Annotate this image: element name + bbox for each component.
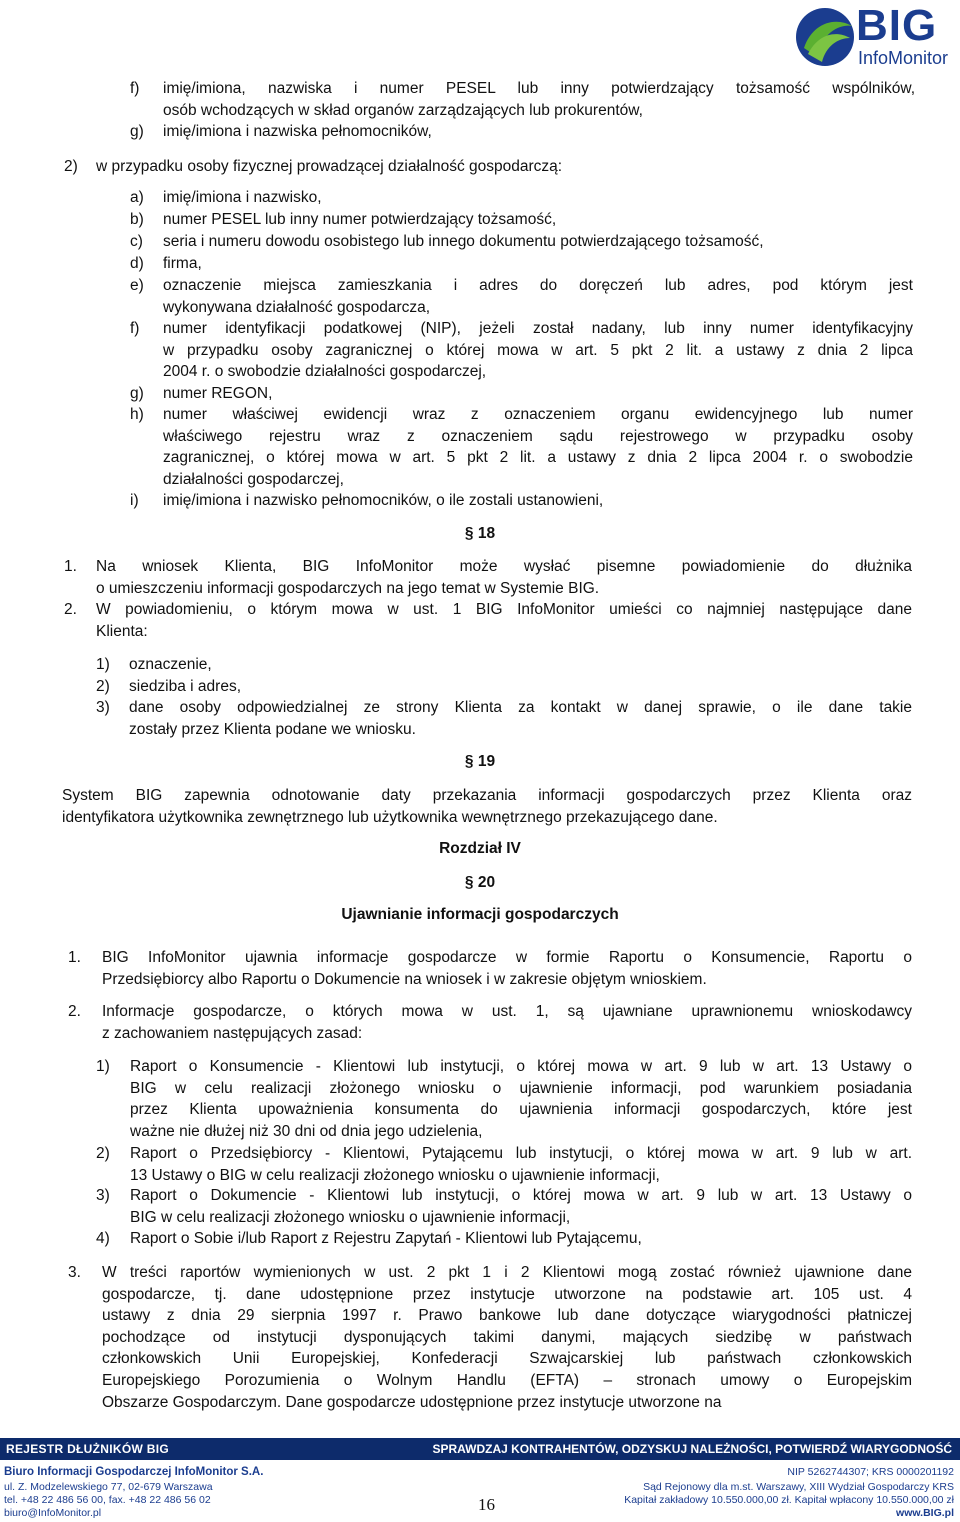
section-18-subitem-line: siedziba i adres, (129, 678, 242, 695)
section-20-subitem-label: 3) (96, 1187, 110, 1204)
top-list-item (163, 79, 915, 123)
top-list-item-line: imię/imiona i nazwiska pełnomocników, (163, 123, 432, 140)
item2-list-item-label: e) (130, 277, 144, 294)
big-infomonitor-logo (794, 1, 956, 70)
section-20-item-3-line: gospodarcze, tj. dane udostępnione przez instytucje utworzone na podstawie art. 105 ust. 4 (102, 1285, 912, 1303)
footer-company: Biuro Informacji Gospodarczej InfoMonitor S.A. (4, 1466, 264, 1478)
section-20-subitem-line: BIG w celu realizacji złożonego wniosku o ujawnienie informacji, pod warunkiem posiadania (130, 1079, 912, 1097)
section-20-subitem-line: ważne nie dłużej niż 30 dni od dnia jego udzielenia, (130, 1122, 483, 1140)
section-20-item-3-line: pochodzące od instytucji dysponujących takimi danymi, mających siedzibę w państwach (102, 1328, 912, 1346)
item2-list-item-line: numer PESEL lub inny numer potwierdzający tożsamość, (163, 211, 557, 228)
section-18-subitem-label: 2) (96, 678, 110, 695)
section-20-item (102, 1002, 912, 1045)
section-20-item-3-line: ustawy z dnia 29 sierpnia 1997 r. Prawo bankowe lub dane dotyczące wiarygodności płatniczej (102, 1307, 912, 1325)
section-19-heading: § 19 (464, 753, 496, 770)
item2-list-item-line: właściwego rejestru wraz z oznaczeniem sądu rejestrowego w przypadku osoby (163, 427, 913, 445)
section-20-subitem (130, 1229, 912, 1251)
top-list-item (163, 122, 915, 144)
footer-address: ul. Z. Modzelewskiego 77, 02-679 Warszawa (4, 1481, 213, 1493)
section-18-item-label: 2. (64, 601, 77, 618)
item2-list-item-line: numer właściwej ewidencji wraz z oznaczeniem organu ewidencyjnego lub numer (163, 406, 913, 423)
item2-list-item-line: numer REGON, (163, 385, 273, 402)
section-20-item-3 (102, 1263, 912, 1414)
item2-label: 2) (64, 158, 78, 175)
item2-list-item-label: f) (130, 320, 140, 337)
page-number: 16 (478, 1495, 495, 1514)
section-18-subitem-line: zostały przez Klienta podane we wniosku. (129, 720, 416, 738)
section-18-heading: § 18 (464, 525, 496, 542)
section-20-item-label: 2. (68, 1003, 81, 1020)
item2-list-item-line: wykonywana działalność gospodarcza, (163, 298, 431, 316)
item2-list-item-line: seria i numeru dowodu osobistego lub innego dokumentu potwierdzającego tożsamość, (163, 233, 764, 250)
section-20-item-3-label: 3. (68, 1264, 81, 1281)
section-18-item-line: Klienta: (96, 622, 148, 640)
top-list-item-label: f) (130, 80, 140, 97)
footer-www[interactable]: www.BIG.pl (896, 1507, 954, 1519)
item2-list-item (163, 276, 913, 319)
item2-list-item-line: numer identyfikacji podatkowej (NIP), jeżeli został nadany, lub inny numer identyfikacyjny (163, 320, 913, 337)
section-18-subitem (129, 698, 912, 741)
section-20-item-line: Przedsiębiorcy albo Raportu o Dokumencie na wniosek i w zakresie objętym wnioskiem. (102, 970, 707, 988)
section-20-item-3-line: Europejskiego Porozumienia o Wolnym Handlu (EFTA) – stronach umowy o Europejskim (102, 1371, 912, 1389)
logo-subtitle: InfoMonitor (858, 48, 949, 68)
section-18-subitem-line: dane osoby odpowiedzialnej ze strony Klienta za kontakt w danej sprawie, o ile dane takie (129, 699, 912, 716)
section-20-subitem-line: Raport o Konsumencie - Klientowi lub instytucji, o której mowa w art. 9 lub w art. 13 Ustawy o (130, 1058, 912, 1075)
item2-list-item-label: b) (130, 211, 144, 228)
section-20-subitem (130, 1057, 912, 1143)
item2-list-item (163, 188, 913, 210)
section-20-item-label: 1. (68, 949, 81, 966)
item2-list-item-label: c) (130, 233, 143, 250)
item2-list-item (163, 384, 913, 406)
chapter-title: Rozdział IV (439, 840, 521, 857)
section-20-subitem-line: 13 Ustawy o BIG w celu realizacji złożonego wniosku o ujawnienie informacji, (130, 1166, 660, 1184)
footer-bar-right: SPRAWDZAJ KONTRAHENTÓW, ODZYSKUJ NALEŻNOŚCI, POTWIERDŹ WIARYGODNOŚĆ (432, 1442, 952, 1456)
item2-text: w przypadku osoby fizycznej prowadzącej działalność gospodarczą: (96, 158, 563, 175)
item2-list-item (163, 232, 913, 254)
logo-wordmark: BIG (856, 1, 938, 50)
section-20-item-line: Informacje gospodarcze, o których mowa w ust. 1, są ujawniane uprawnionemu wnioskodawcy (102, 1003, 912, 1020)
footer-capital: Kapitał zakładowy 10.550.000,00 zł. Kapitał wpłacony 10.550.000,00 zł (624, 1494, 954, 1506)
footer-bar-left: REJESTR DŁUŻNIKÓW BIG (6, 1442, 169, 1456)
item2-list-item-line: firma, (163, 255, 202, 272)
item2-list-item-line: w przypadku osoby zagranicznej o której mowa w art. 5 pkt 2 lit. a ustawy z dnia 2 lipca (163, 341, 913, 359)
section-20-subitem (130, 1144, 912, 1187)
footer-email[interactable]: biuro@InfoMonitor.pl (4, 1507, 102, 1519)
section-18-item-line: o umieszczeniu informacji gospodarczych na jego temat w Systemie BIG. (96, 579, 600, 597)
section-18-item-line: Na wniosek Klienta, BIG InfoMonitor może wysłać pisemne powiadomienie do dłużnika (96, 558, 912, 575)
section-19-text (62, 786, 912, 829)
section-20-subitem-label: 2) (96, 1145, 110, 1162)
section-20-item-line: z zachowaniem następujących zasad: (102, 1024, 363, 1042)
footer-phone: tel. +48 22 486 56 00, fax. +48 22 486 56 02 (4, 1494, 211, 1506)
footer-nip: NIP 5262744307; KRS 0000201192 (787, 1466, 954, 1478)
section-20-item-line: BIG InfoMonitor ujawnia informacje gospodarcze w formie Raportu o Konsumencie, Raportu o (102, 949, 912, 966)
item2-list-item (163, 405, 913, 491)
section-18-subitem-label: 1) (96, 656, 110, 673)
chapter-subtitle: Ujawnianie informacji gospodarczych (341, 906, 619, 923)
item2-list-item-line: działalności gospodarczej, (163, 470, 344, 488)
section-20-subitem-line: Raport o Przedsiębiorcy - Klientowi, Pytającemu lub instytucji, o której mowa w art. 9 lub w art. (130, 1145, 912, 1162)
item2-list-item-label: i) (130, 492, 139, 509)
item2-list-item (163, 319, 913, 384)
top-list-item-line: imię/imiona, nazwiska i numer PESEL lub inny potwierdzający tożsamość wspólników, (163, 80, 915, 97)
section-20-item-3-line: członkowskich Unii Europejskiej, Konfederacji Szwajcarskiej lub państwach członkowskich (102, 1350, 912, 1368)
footer-court: Sąd Rejonowy dla m.st. Warszawy, XIII Wydział Gospodarczy KRS (643, 1481, 954, 1493)
top-list-item-line: osób wchodzących w skład organów zarządzających lub prokurentów, (163, 102, 643, 119)
section-19-line: System BIG zapewnia odnotowanie daty przekazania informacji gospodarczych przez Klienta oraz (62, 787, 912, 804)
item2-list-item-label: g) (130, 385, 144, 402)
section-20-heading: § 20 (464, 874, 496, 891)
item2-list-item-line: zagranicznej, o której mowa w art. 5 pkt 2 lit. a ustawy z dnia 2 lipca 2004 r. o swobodzie (163, 449, 913, 467)
section-18-item (96, 600, 912, 643)
top-list-item-label: g) (130, 123, 144, 140)
item2-list-item-line: 2004 r. o swobodzie działalności gospodarczej, (163, 363, 487, 381)
item2-list-item-label: h) (130, 406, 144, 423)
item2-list-item (163, 254, 913, 276)
section-20-subitem-label: 4) (96, 1230, 110, 1247)
globe-icon (794, 4, 856, 70)
section-20-subitem-line: Raport o Dokumencie - Klientowi lub instytucji, o której mowa w art. 9 lub w art. 13 Ustawy o (130, 1187, 912, 1204)
item2-list-item-line: imię/imiona i nazwisko pełnomocników, o ile zostali ustanowieni, (163, 492, 604, 509)
section-18-item-label: 1. (64, 558, 77, 575)
section-20-subitem-line: przez Klienta upoważnienia konsumenta do ujawnienia informacji gospodarczych, które jest (130, 1101, 912, 1119)
section-20-item-3-line: W treści raportów wymienionych w ust. 2 pkt 1 i 2 Klientowi mogą zostać również ujawnione dane (102, 1264, 912, 1281)
item2-list-item-label: d) (130, 255, 144, 272)
item2-list-item-line: imię/imiona i nazwisko, (163, 189, 322, 206)
item2-list-item (163, 210, 913, 232)
section-20-subitem-line: BIG w celu realizacji złożonego wniosku o ujawnienie informacji, (130, 1208, 571, 1226)
section-20-item (102, 948, 912, 991)
item2-list-item (163, 491, 913, 513)
section-18-subitem-line: oznaczenie, (129, 656, 212, 673)
section-20-subitem-line: Raport o Sobie i/lub Raport z Rejestru Zapytań - Klientowi lub Pytającemu, (130, 1230, 642, 1247)
item2-list-item-line: oznaczenie miejsca zamieszkania i adres do doręczeń lub adres, pod którym jest (163, 277, 913, 294)
section-20-subitem (130, 1186, 912, 1229)
section-18-subitem (129, 677, 912, 699)
section-18-item-line: W powiadomieniu, o którym mowa w ust. 1 BIG InfoMonitor umieści co najmniej następujące dane (96, 601, 912, 618)
section-18-subitem (129, 655, 912, 677)
section-20-item-3-line: Obszarze Gospodarczym. Dane gospodarcze udostępnione przez instytucje utworzone na (102, 1393, 722, 1411)
item2-list-item-label: a) (130, 189, 144, 206)
section-19-line: identyfikatora użytkownika zewnętrznego lub użytkownika wewnętrznego przekazującego dane. (62, 808, 718, 826)
section-20-subitem-label: 1) (96, 1058, 110, 1075)
section-18-item (96, 557, 912, 600)
section-18-subitem-label: 3) (96, 699, 110, 716)
